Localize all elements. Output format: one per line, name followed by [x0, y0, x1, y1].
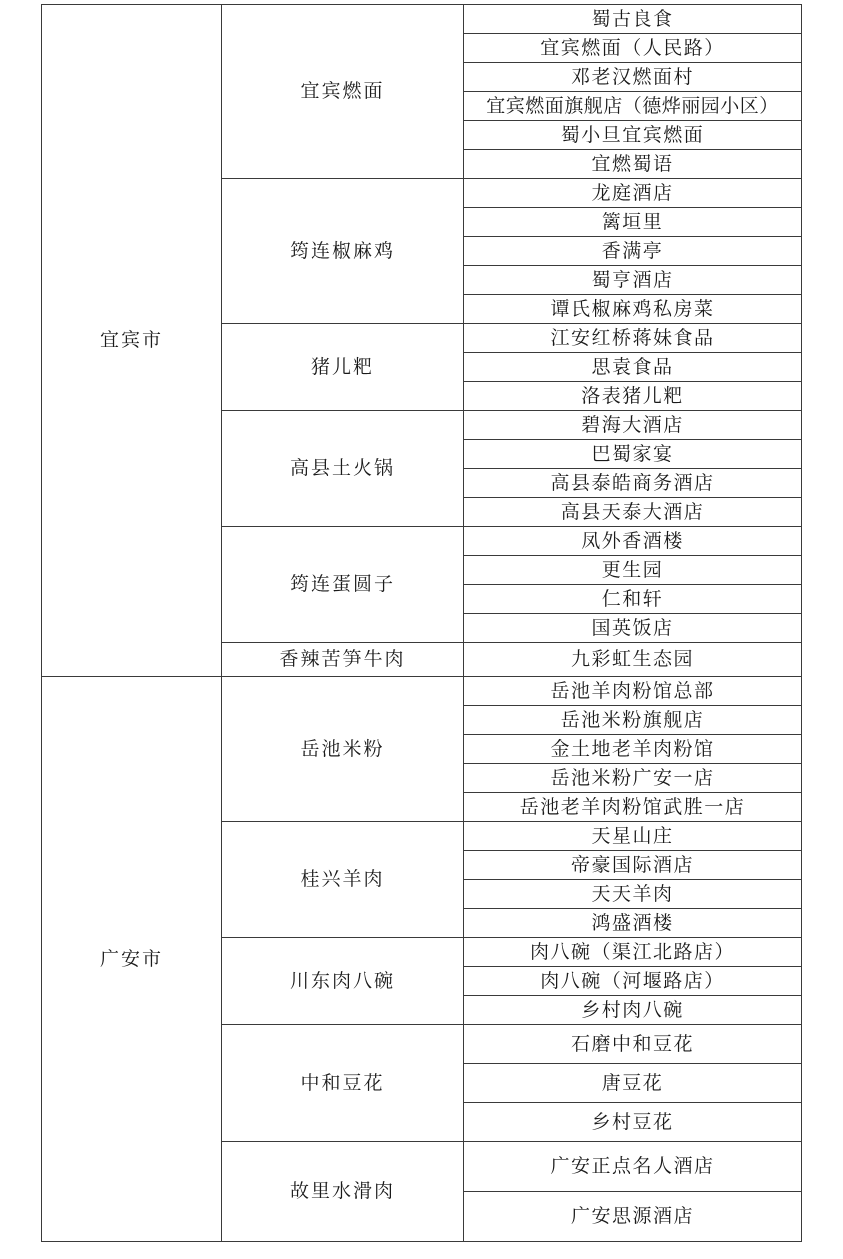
dish-cell: 宜宾燃面	[222, 5, 464, 179]
dish-cell: 香辣苦笋牛肉	[222, 643, 464, 677]
shop-cell: 帝豪国际酒店	[464, 851, 802, 880]
shop-cell: 广安正点名人酒店	[464, 1142, 802, 1192]
shop-cell: 蜀亨酒店	[464, 266, 802, 295]
city-cell: 广安市	[42, 677, 222, 1242]
shop-cell: 碧海大酒店	[464, 411, 802, 440]
table-row	[42, 5, 802, 34]
shop-cell: 香满亭	[464, 237, 802, 266]
shop-cell: 高县泰皓商务酒店	[464, 469, 802, 498]
shop-cell: 国英饭店	[464, 614, 802, 643]
shop-cell: 凤外香酒楼	[464, 527, 802, 556]
shop-cell: 石磨中和豆花	[464, 1025, 802, 1064]
city-cell: 宜宾市	[42, 5, 222, 677]
shop-cell: 篱垣里	[464, 208, 802, 237]
shop-cell: 天天羊肉	[464, 880, 802, 909]
dish-cell: 故里水滑肉	[222, 1142, 464, 1242]
shop-cell: 蜀小旦宜宾燃面	[464, 121, 802, 150]
shop-cell: 更生园	[464, 556, 802, 585]
shop-cell: 天星山庄	[464, 822, 802, 851]
shop-cell: 岳池米粉广安一店	[464, 764, 802, 793]
dish-cell: 猪儿粑	[222, 324, 464, 411]
shop-cell: 宜燃蜀语	[464, 150, 802, 179]
shop-cell: 江安红桥蒋妹食品	[464, 324, 802, 353]
shop-cell: 岳池老羊肉粉馆武胜一店	[464, 793, 802, 822]
shop-cell: 肉八碗（河堰路店）	[464, 967, 802, 996]
shop-cell: 岳池米粉旗舰店	[464, 706, 802, 735]
shop-cell: 广安思源酒店	[464, 1192, 802, 1242]
shop-cell: 思袁食品	[464, 353, 802, 382]
shop-cell: 肉八碗（渠江北路店）	[464, 938, 802, 967]
dish-cell: 岳池米粉	[222, 677, 464, 822]
dish-cell: 筠连椒麻鸡	[222, 179, 464, 324]
shop-cell: 九彩虹生态园	[464, 643, 802, 677]
dish-cell: 中和豆花	[222, 1025, 464, 1142]
dish-cell: 筠连蛋圆子	[222, 527, 464, 643]
dish-cell: 川东肉八碗	[222, 938, 464, 1025]
shop-cell: 谭氏椒麻鸡私房菜	[464, 295, 802, 324]
shop-cell: 宜宾燃面（人民路）	[464, 34, 802, 63]
shop-cell: 邓老汉燃面村	[464, 63, 802, 92]
table-row	[42, 677, 802, 706]
shop-cell: 仁和轩	[464, 585, 802, 614]
shop-cell: 高县天泰大酒店	[464, 498, 802, 527]
shop-cell: 岳池羊肉粉馆总部	[464, 677, 802, 706]
dish-cell: 高县土火锅	[222, 411, 464, 527]
shop-cell: 乡村肉八碗	[464, 996, 802, 1025]
shop-cell: 巴蜀家宴	[464, 440, 802, 469]
shop-cell: 龙庭酒店	[464, 179, 802, 208]
shop-cell: 唐豆花	[464, 1064, 802, 1103]
shop-cell: 乡村豆花	[464, 1103, 802, 1142]
shop-cell: 洛表猪儿粑	[464, 382, 802, 411]
shop-cell: 蜀古良食	[464, 5, 802, 34]
shop-cell: 金土地老羊肉粉馆	[464, 735, 802, 764]
restaurant-table	[41, 4, 802, 1242]
dish-cell: 桂兴羊肉	[222, 822, 464, 938]
shop-cell: 鸿盛酒楼	[464, 909, 802, 938]
shop-cell: 宜宾燃面旗舰店（德烨丽园小区）	[464, 92, 802, 121]
